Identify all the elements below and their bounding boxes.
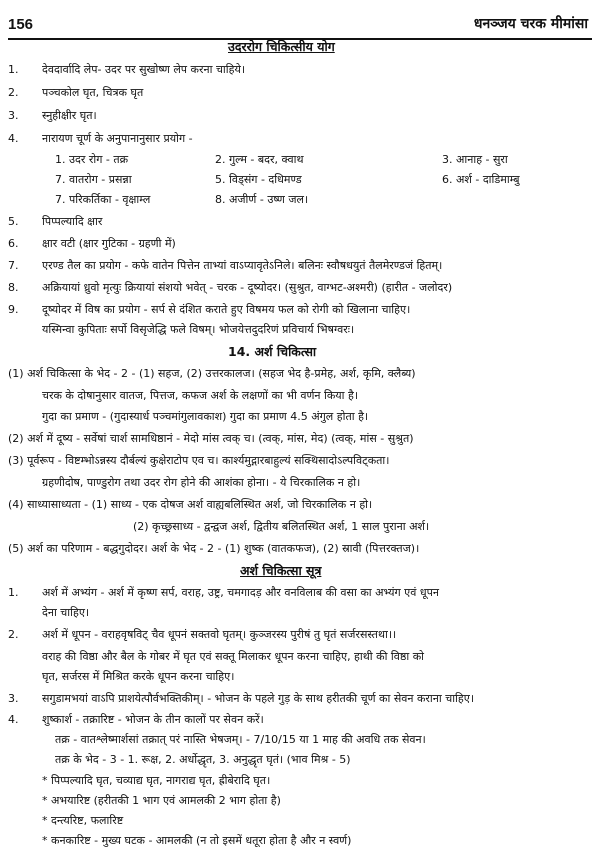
text-line: * कनकारिष्ट - मुख्य घटक - आमलकी (न तो इसमें धतूरा होता है और न स्वर्ण) xyxy=(42,834,352,847)
text-line: अर्श में अभ्यंग - अर्श में कृष्ण सर्प, वराह, उष्ट्र, चमगादड़ और वनविलाब की वसा का अभ्यंग एवं धूपन xyxy=(42,586,439,599)
text-line: 7. वातरोग - प्रसन्ना xyxy=(55,173,132,186)
section-heading: अर्श चिकित्सा सूत्र xyxy=(240,563,322,578)
text-line: शुष्कार्श - तक्रारिष्ट - भोजन के तीन कालों पर सेवन करें। xyxy=(42,713,264,726)
page-header xyxy=(8,14,592,38)
running-title: धनञ्जय चरक मीमांसा xyxy=(473,16,588,32)
text-line: (2) कृच्छ्रसाध्य - द्वन्द्वज अर्श, द्वितीय बलितस्थित अर्श, 1 साल पुराना अर्श। xyxy=(133,520,430,533)
text-line: 1. उदर रोग - तक्र xyxy=(55,153,129,166)
text-line: 8. xyxy=(8,281,19,294)
text-line: स्नुहीक्षीर घृत। xyxy=(42,109,97,122)
text-line: तक्र के भेद - 3 - 1. रूक्ष, 2. अर्धोद्धृत, 3. अनुद्धृत घृतं। (भाव मिश्र - 5) xyxy=(55,753,351,766)
text-line: दूष्योदर में विष का प्रयोग - सर्प से दंशित कराते हुए विषमय फल को रोगी को खिलाना चाहिए। xyxy=(42,303,411,316)
text-line: देना चाहिए। xyxy=(42,606,90,619)
text-line: चरक के दोषानुसार वातज, पित्तज, कफज अर्श के लक्षणों का भी वर्णन किया है। xyxy=(42,389,359,402)
text-line: 4. xyxy=(8,132,19,145)
text-line: देवदार्वादि लेप- उदर पर सुखोष्ण लेप करना चाहिये। xyxy=(42,63,246,76)
text-line: 2. xyxy=(8,86,19,99)
text-line: * दन्त्यरिष्ट, फलारिष्ट xyxy=(42,814,124,827)
text-line: (3) पूर्वरूप - विष्टम्भोऽन्नस्य दौर्बल्यं कुक्षेराटोप एव च। कार्श्यमुद्गारबाहुल्यं सक्थिसादोऽल्पविट्कता। xyxy=(8,454,390,467)
text-line: 1. xyxy=(8,63,19,76)
text-line: गुदा का प्रमाण - (गुदास्यार्ध पञ्चमांगुलावकाश) गुदा का प्रमाण 4.5 अंगुल होता है। xyxy=(42,410,369,423)
text-line: पञ्चकोल घृत, चित्रक घृत xyxy=(42,86,144,99)
text-line: * पिप्पल्यादि घृत, चव्याद्य घृत, नागराद्य घृत, ह्रीबेरादि घृत। xyxy=(42,774,271,787)
text-line: 9. xyxy=(8,303,19,316)
text-line: 4. xyxy=(8,713,19,726)
text-line: तक्र - वातश्लेष्मार्शसां तक्रात् परं नास्ति भेषजम्। - 7/10/15 या 1 माह की अवधि तक सेवन। xyxy=(55,733,426,746)
text-line: 7. परिकर्तिका - वृक्षाम्ल xyxy=(55,193,151,206)
text-line: घृत, सर्जरस में मिश्रित करके धूपन करना चाहिए। xyxy=(42,670,235,683)
text-line: 3. आनाह - सुरा xyxy=(442,153,508,166)
text-line: एरण्ड तैल का प्रयोग - कफे वातेन पित्तेन ताभ्यां वाऽप्यावृतेऽनिले। बलिनः स्वौषधयुतं तैलमेरण्डजं हितम्। xyxy=(42,259,443,272)
text-line: वराह की विष्ठा और बैल के गोबर में घृत एवं सक्तू मिलाकर धूपन करना चाहिए, हाथी की विष्ठा को xyxy=(42,650,425,663)
text-line: 2. xyxy=(8,628,19,641)
text-line: 3. xyxy=(8,109,19,122)
text-line: (4) साध्यासाध्यता - (1) साध्य - एक दोषज अर्श वाह्यबलिस्थित अर्श, जो चिरकालिक न हो। xyxy=(8,498,373,511)
text-line: 1. xyxy=(8,586,19,599)
text-line: * अभयारिष्ट (हरीतकी 1 भाग एवं आमलकी 2 भाग होता है) xyxy=(42,794,281,807)
text-line: (1) अर्श चिकित्सा के भेद - 2 - (1) सहज, (2) उत्तरकालज। (सहज भेद है-प्रमेह, अर्श, कृमि, क्लैब्य) xyxy=(8,367,416,380)
text-line: यस्मिन्वा कुपिताः सर्पो विसृजेद्धि फले विषम्। भोजयेत्तदुदरिणं प्रविचार्य भिषग्वरः। xyxy=(42,323,355,336)
text-line: अक्रियायां ध्रुवो मृत्युः क्रियायां संशयो भवेत् - चरक - दूष्योदर। (सुश्रुत, वाग्भट-अश्मरी) (हारीत - जलोदर) xyxy=(42,281,453,294)
text-line: पिप्पल्यादि क्षार xyxy=(42,215,103,228)
text-line: 2. गुल्म - बदर, क्वाथ xyxy=(215,153,304,166)
text-line: 6. xyxy=(8,237,19,250)
text-line: 6. अर्श - दाडिमाम्बु xyxy=(442,173,520,186)
text-line: (2) अर्श में दूष्य - सर्वेषां चार्श सामधिष्ठानं - मेदो मांस त्वक् च। (त्वक्, मांस, मेद) (त्वक्, मांस - सुश्रुत) xyxy=(8,432,414,445)
section-heading: 14. अर्श चिकित्सा xyxy=(228,344,317,359)
text-line: 8. अजीर्ण - उष्ण जल। xyxy=(215,193,309,206)
text-line: ग्रहणीदोष, पाण्डुरोग तथा उदर रोग होने की आशंका होना। - ये चिरकालिक न हो। xyxy=(42,476,361,489)
section-heading: उदररोग चिकित्सीय योग xyxy=(228,39,335,54)
text-line: 5. विड्संग - दधिमण्ड xyxy=(215,173,302,186)
text-line: नारायण चूर्ण के अनुपानानुसार प्रयोग - xyxy=(42,132,193,145)
text-line: 3. xyxy=(8,692,19,705)
text-line: सगुडामभयां वाऽपि प्राशयेत्पौर्वभक्तिकीम्। - भोजन के पहले गुड़ के साथ हरीतकी चूर्ण का सेवन कराना चाहिए। xyxy=(42,692,474,705)
text-line: 5. xyxy=(8,215,19,228)
text-line: अर्श में धूपन - वराहवृषविट् चैव धूपनं सक्तवो घृतम्। कुञ्जरस्य पुरीषं तु घृतं सर्जरसस्तथा।। xyxy=(42,628,397,641)
text-line: क्षार वटी (क्षार गुटिका - ग्रहणी में) xyxy=(42,237,176,250)
text-line: (5) अर्श का परिणाम - बद्धगुदोदर। अर्श के भेद - 2 - (1) शुष्क (वातकफज), (2) स्रावी (पित्तरक्तज)। xyxy=(8,542,420,555)
page-number: 156 xyxy=(8,16,34,33)
text-line: 7. xyxy=(8,259,19,272)
